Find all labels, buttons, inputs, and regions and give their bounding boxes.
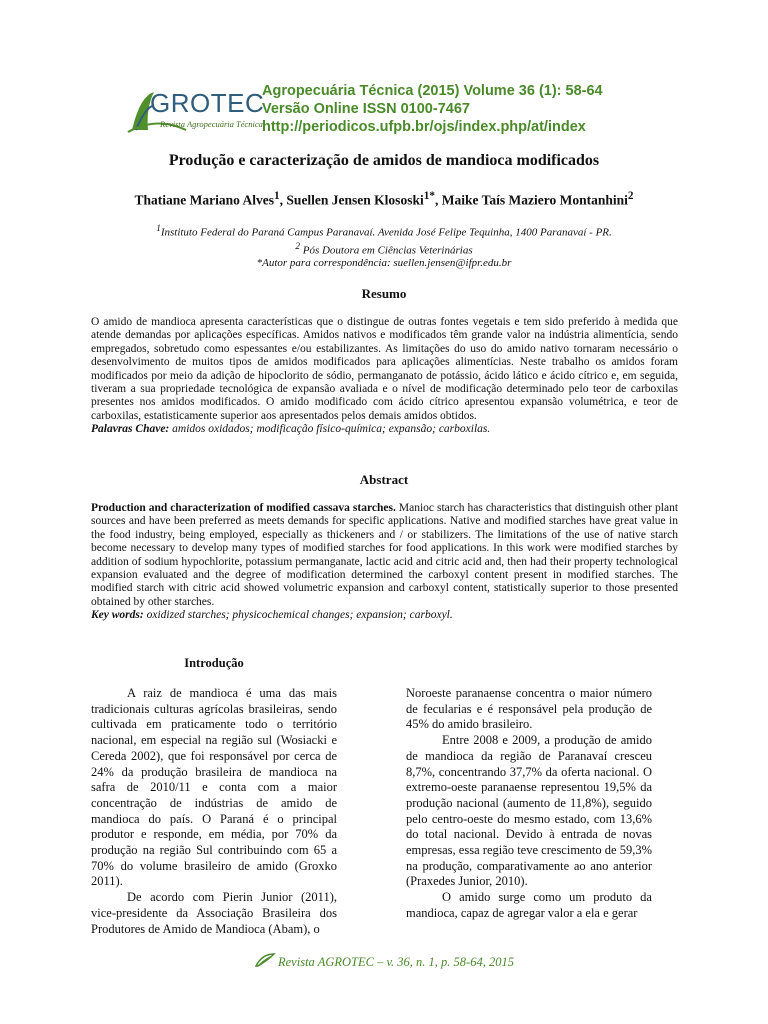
intro-paragraph: Noroeste paranaense concentra o maior número de fecularias e é responsável pela produção de 45% do amido brasileiro. (406, 686, 652, 732)
intro-paragraph: De acordo com Pierin Junior (2011), vice-presidente da Associação Brasileira dos Produtores de Amido de Mandioca (Abam), o (91, 890, 337, 936)
abstract-heading: Abstract (359, 472, 409, 487)
resumo-heading: Resumo (361, 286, 407, 301)
abstract-keywords-label: Key words: (91, 609, 144, 622)
resumo-body: O amido de mandioca apresenta características que o distingue de outras fontes vegetais e tem sido preferido à medida que atende demandas por aplicações específicas. Amidos nativos e modificados têm grande valor na indústria alimentícia, sendo empregados, sobretudo como espessantes e/ou estabilizantes. As limitações do uso do amido nativo tornaram necessário o desenvolvimento de muitos tipos de amidos modificados para aplicações alimentícias. Neste trabalho os amidos foram modificados por meio da adição de hipoclorito de sódio, permanganato de potássio, ácido lático e ácido cítrico e, em seguida, tiveram a sua propriedade tecnológica de expansão avaliada e o nível de modificação determinado pelo teor de carboxilas presentes nos amidos modificados. O amido modificado com ácido cítrico apresentou expansão volumétrica, e teor de carboxilas, estatisticamente superior aos apresentados pelos demais amidos obtidos. (91, 316, 678, 422)
agrotec-logo (126, 86, 265, 142)
abstract-keywords: oxidized starches; physicochemical changes; expansion; carboxyl. (143, 609, 453, 622)
affiliation-1-marker: 1 (156, 223, 161, 233)
page-footer (0, 952, 768, 973)
affiliation-2-text: Pós Doutora em Ciências Veterinárias (299, 244, 473, 257)
affiliations (0, 222, 768, 270)
journal-issn: Versão Online ISSN 0100-7467 (262, 101, 470, 117)
author-1-affil: 1 (274, 190, 280, 202)
paper-title: Produção e caracterização de amidos de mandioca modificados (168, 152, 600, 169)
intro-paragraph: A raiz de mandioca é uma das mais tradicionais culturas agrícolas brasileiras, sendo cultivada em praticamente todo o território nacional, em especial na região sul (Wosiacki e Cereda 2002), que foi responsável por cerca de 24% da produção brasileira de mandioca na safra de 2010/11 e conta com a maior concentração de indústrias de amido de mandioca do país. O Paraná é o principal produtor e responde, em média, por 70% da produção na região Sul contribuindo com 65 a 70% do volume brasileiro de amido (Groxko 2011). (91, 686, 337, 889)
intro-heading: Introdução (184, 656, 244, 670)
footer-citation: Revista AGROTEC – v. 36, n. 1, p. 58-64, 2015 (278, 955, 514, 970)
journal-citation: Agropecuária Técnica (2015) Volume 36 (1): 58-64 (262, 83, 603, 99)
intro-column-left (91, 686, 337, 937)
corresponding-author: *Autor para correspondência: suellen.jensen@ifpr.edu.br (256, 257, 512, 270)
affiliation-2-marker: 2 (295, 240, 300, 251)
author-2: , Suellen Jensen Klososki (279, 192, 424, 208)
affiliation-2 (0, 240, 768, 258)
logo-subtitle: Revista Agropecuária Técnica (160, 119, 263, 129)
author-1: Thatiane Mariano Alves (134, 192, 275, 208)
author-2-affil: 1* (423, 190, 435, 202)
resumo-keywords: amidos oxidados; modificação físico-química; expansão; carboxilas. (169, 423, 491, 436)
abstract-lead-title: Production and characterization of modified cassava starches. (91, 502, 396, 514)
affiliation-1-text: Instituto Federal do Paraná Campus Paranavaí. Avenida José Felipe Tequinha, 1400 Paranavaí - PR. (160, 226, 612, 239)
abstract-section (91, 502, 678, 623)
author-3-affil: 2 (627, 190, 634, 202)
resumo-keywords-label: Palavras Chave: (91, 423, 170, 436)
resumo-section (91, 316, 678, 437)
intro-paragraph: O amido surge como um produto da mandioca, capaz de agregar valor a ela e gerar (406, 890, 652, 920)
intro-paragraph: Entre 2008 e 2009, a produção de amido de mandioca da região de Paranavaí cresceu 8,7%, concentrando 37,7% da oferta nacional. O extremo-oeste paranaense representou 19,5% da produção nacional (aumento de 11,8%), seguido pelo centro-oeste do mesmo estado, com 13,6% do total nacional. Devido à entrada de novas empresas, essa região teve crescimento de 59,3% na produção, comparativamente ao ano anterior (Praxedes Junior, 2010). (406, 733, 652, 889)
leaf-icon (254, 952, 276, 973)
journal-url[interactable]: http://periodicos.ufpb.br/ojs/index.php/at/index (262, 119, 586, 135)
author-list (0, 190, 768, 209)
journal-info (262, 82, 603, 136)
abstract-body: Manioc starch has characteristics that distinguish other plant sources and have been preferred as meets demands for specific applications. Native and modified starches have great value in the food industry, being employed, especially as thickeners and / or stabilizers. The limitations of the use of native starch become necessary to develop many types of modified starches for food applications. In this work were modified starches by addition of sodium hypochlorite, potassium permanganate, lactic acid and citric acid and, then had their property technological expansion evaluated and the degree of modification determined the carboxyl content present in modified starches. The modified starch with citric acid showed volumetric expansion and carboxyl content, statistically superior to those presented obtained by other starches. (91, 502, 679, 608)
author-3: , Maike Taís Maziero Montanhini (434, 192, 628, 208)
journal-header (126, 82, 686, 144)
logo-wordmark: GROTEC (150, 88, 265, 118)
intro-column-right (406, 686, 652, 922)
affiliation-1 (0, 222, 768, 240)
